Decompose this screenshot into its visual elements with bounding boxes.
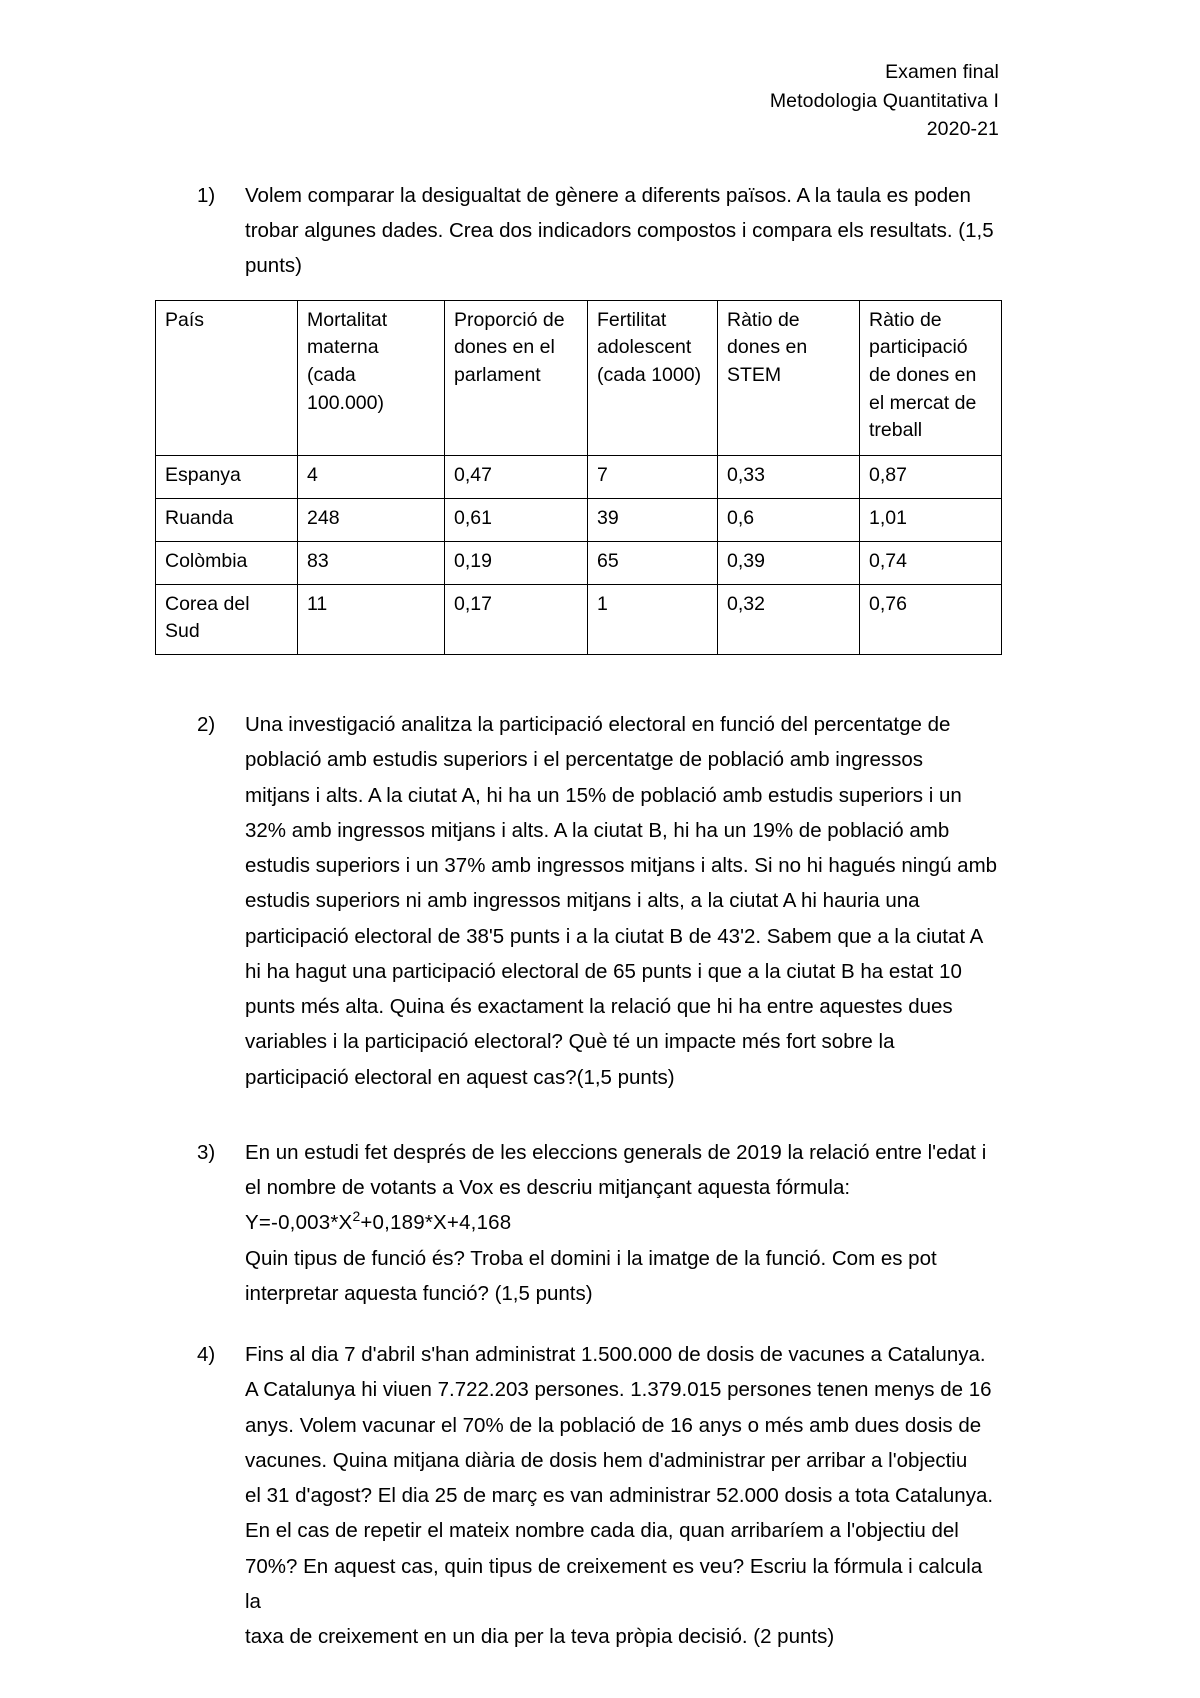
question-2-line-5: estudis superiors i un 37% amb ingressos mitjans i alts. Si no hi hagués ningú amb — [245, 854, 998, 878]
table-cell-adolescent-fertility: 39 — [588, 498, 718, 541]
question-1 — [197, 178, 1000, 284]
table-cell-country: Corea del Sud — [156, 584, 298, 654]
question-2-line-1: Una investigació analitza la participació electoral en funció del percentatge de — [245, 713, 951, 737]
table-body — [156, 455, 1002, 654]
spacer-after-table — [155, 655, 1000, 707]
question-4-text — [245, 1337, 1000, 1654]
question-3-line-3: Quin tipus de funció és? Troba el domini i la imatge de la funció. Com es pot — [245, 1246, 937, 1270]
question-4-line-4: vacunes. Quina mitjana diària de dosis hem d'administrar per arribar a l'objectiu — [245, 1448, 968, 1472]
question-4-line-8: taxa de creixement en un dia per la teva pròpia decisió. (2 punts) — [245, 1625, 835, 1649]
question-2-line-6: estudis superiors ni amb ingressos mitjans i alts, a la ciutat A hi hauria una — [245, 889, 920, 913]
table-header-row — [156, 300, 1002, 455]
formula-exponent: 2 — [352, 1208, 361, 1225]
question-3-text — [245, 1135, 1000, 1311]
table-cell-adolescent-fertility: 65 — [588, 541, 718, 584]
question-2-line-9: punts més alta. Quina és exactament la relació que hi ha entre aquestes dues — [245, 995, 953, 1019]
table-cell-country: Espanya — [156, 455, 298, 498]
table-cell-labour-participation: 0,76 — [860, 584, 1002, 654]
question-2-line-2: població amb estudis superiors i el percentatge de població amb ingressos — [245, 748, 924, 772]
spacer-after-question-2 — [155, 1095, 1000, 1135]
table-row — [156, 584, 1002, 654]
table-cell-women-in-stem: 0,32 — [718, 584, 860, 654]
question-3 — [197, 1135, 1000, 1311]
table-row — [156, 541, 1002, 584]
formula-prefix: Y=-0,003*X — [245, 1211, 353, 1235]
table-row — [156, 455, 1002, 498]
table-cell-maternal-mortality: 83 — [298, 541, 445, 584]
question-2-line-11: participació electoral en aquest cas?(1,5 punts) — [245, 1065, 675, 1089]
question-2-line-7: participació electoral de 38'5 punts i a la ciutat B de 43'2. Sabem que a la ciutat A — [245, 924, 984, 948]
question-1-text — [245, 178, 1000, 284]
question-4-line-1: Fins al dia 7 d'abril s'han administrat 1.500.000 de dosis de vacunes a Catalunya. — [245, 1343, 986, 1367]
table-cell-maternal-mortality: 4 — [298, 455, 445, 498]
table-cell-country: Ruanda — [156, 498, 298, 541]
question-2-line-10: variables i la participació electoral? Què té un impacte més fort sobre la — [245, 1030, 895, 1054]
table-col-header-women-in-stem: Ràtio de dones en STEM — [718, 300, 860, 455]
question-3-number: 3) — [197, 1140, 216, 1164]
formula-suffix: +0,189*X+4,168 — [360, 1211, 512, 1235]
question-3-line-2: el nombre de votants a Vox es descriu mitjançant aquesta fórmula: — [245, 1176, 851, 1200]
table-cell-labour-participation: 1,01 — [860, 498, 1002, 541]
question-2-text — [245, 707, 1000, 1095]
table-col-header-adolescent-fertility: Fertilitat adolescent (cada 1000) — [588, 300, 718, 455]
table-cell-women-in-stem: 0,39 — [718, 541, 860, 584]
question-4-line-6: En el cas de repetir el mateix nombre cada dia, quan arribaríem a l'objectiu del — [245, 1519, 959, 1543]
question-3-formula — [245, 1205, 1000, 1240]
table-cell-women-in-stem: 0,6 — [718, 498, 860, 541]
question-4 — [197, 1337, 1000, 1654]
question-2-line-3: mitjans i alts. A la ciutat A, hi ha un 15% de població amb estudis superiors i un — [245, 783, 962, 807]
table-cell-maternal-mortality: 11 — [298, 584, 445, 654]
question-4-line-5: el 31 d'agost? El dia 25 de març es van administrar 52.000 dosis a tota Catalunya. — [245, 1484, 994, 1508]
document-header — [155, 58, 1000, 144]
question-4-line-7: 70%? En aquest cas, quin tipus de creixement es veu? Escriu la fórmula i calcula la — [245, 1554, 983, 1613]
question-2-number: 2) — [197, 713, 216, 737]
table-col-header-country: País — [156, 300, 298, 455]
table-cell-adolescent-fertility: 1 — [588, 584, 718, 654]
table-col-header-labour-participation: Ràtio de participació de dones en el mercat de treball — [860, 300, 1002, 455]
table-cell-labour-participation: 0,87 — [860, 455, 1002, 498]
question-1-number: 1) — [197, 183, 216, 207]
question-1-line-1: Volem comparar la desigualtat de gènere a diferents països. A la taula es poden — [245, 183, 971, 207]
question-4-line-3: anys. Volem vacunar el 70% de la població de 16 anys o més amb dues dosis de — [245, 1413, 982, 1437]
header-line-course: Metodologia Quantitativa I — [769, 89, 999, 112]
table-cell-maternal-mortality: 248 — [298, 498, 445, 541]
table-cell-women-in-stem: 0,33 — [718, 455, 860, 498]
question-1-line-3: punts) — [245, 254, 302, 278]
table-cell-women-in-parliament: 0,19 — [445, 541, 588, 584]
table-cell-women-in-parliament: 0,17 — [445, 584, 588, 654]
header-line-academic-year: 2020-21 — [926, 118, 999, 141]
spacer-after-question-3 — [155, 1311, 1000, 1337]
table-row — [156, 498, 1002, 541]
question-3-line-4: interpretar aquesta funció? (1,5 punts) — [245, 1281, 593, 1305]
question-3-line-1: En un estudi fet després de les eleccions generals de 2019 la relació entre l'edat i — [245, 1140, 987, 1164]
table-col-header-maternal-mortality: Mortalitat materna (cada 100.000) — [298, 300, 445, 455]
table-cell-adolescent-fertility: 7 — [588, 455, 718, 498]
table-cell-women-in-parliament: 0,61 — [445, 498, 588, 541]
gender-inequality-table-container — [155, 300, 1000, 655]
question-2-line-4: 32% amb ingressos mitjans i alts. A la ciutat B, hi ha un 19% de població amb — [245, 818, 950, 842]
question-2-line-8: hi ha hagut una participació electoral de 65 punts i que a la ciutat B ha estat 10 — [245, 959, 962, 983]
header-line-exam-title: Examen final — [885, 61, 999, 83]
question-4-line-2: A Catalunya hi viuen 7.722.203 persones. 1.379.015 persones tenen menys de 16 — [245, 1378, 992, 1402]
table-cell-labour-participation: 0,74 — [860, 541, 1002, 584]
table-col-header-women-in-parliament: Proporció de dones en el parlament — [445, 300, 588, 455]
table-cell-country: Colòmbia — [156, 541, 298, 584]
gender-inequality-table — [155, 300, 1002, 655]
question-4-number: 4) — [197, 1343, 216, 1367]
question-1-line-2: trobar algunes dades. Crea dos indicadors compostos i compara els resultats. (1,5 — [245, 219, 994, 243]
table-header — [156, 300, 1002, 455]
table-cell-women-in-parliament: 0,47 — [445, 455, 588, 498]
question-2 — [197, 707, 1000, 1095]
